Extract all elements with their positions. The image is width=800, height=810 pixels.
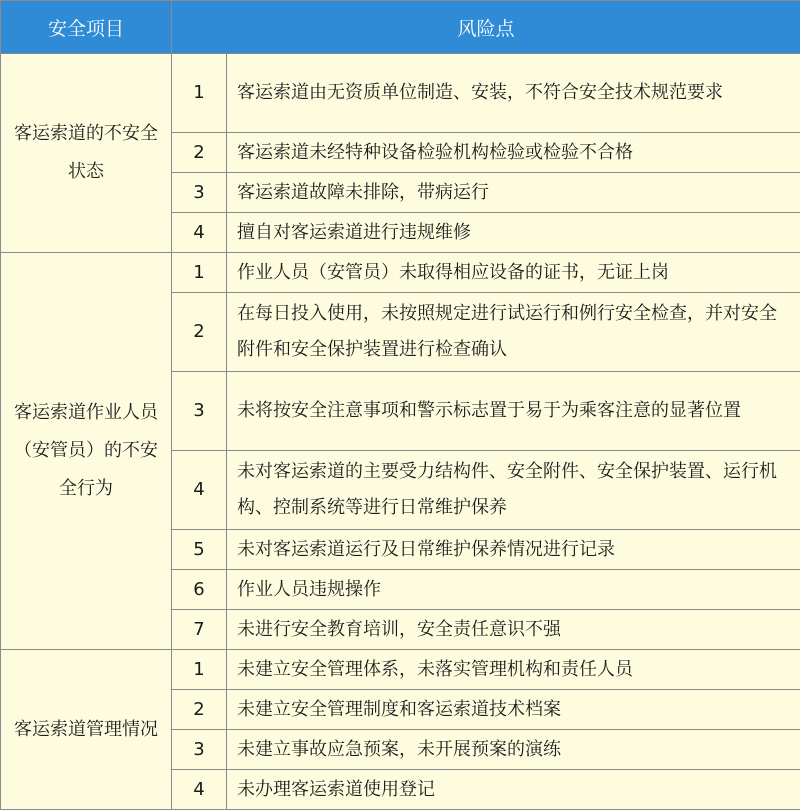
row-number: 4 xyxy=(172,770,227,810)
row-number: 2 xyxy=(172,133,227,173)
table-row xyxy=(1,253,800,293)
risk-text: 作业人员违规操作 xyxy=(227,570,800,610)
row-number: 7 xyxy=(172,610,227,650)
risk-text: 未建立安全管理体系，未落实管理机构和责任人员 xyxy=(227,650,800,690)
risk-text: 作业人员（安管员）未取得相应设备的证书，无证上岗 xyxy=(227,253,800,293)
row-number: 1 xyxy=(172,650,227,690)
table-row xyxy=(1,650,800,690)
risk-text: 未办理客运索道使用登记 xyxy=(227,770,800,810)
row-number: 4 xyxy=(172,451,227,530)
row-number: 4 xyxy=(172,213,227,253)
category-cell: 客运索道的不安全状态 xyxy=(1,54,172,253)
risk-text: 客运索道由无资质单位制造、安装，不符合安全技术规范要求 xyxy=(227,54,800,133)
risk-text: 客运索道未经特种设备检验机构检验或检验不合格 xyxy=(227,133,800,173)
row-number: 3 xyxy=(172,372,227,451)
category-cell: 客运索道管理情况 xyxy=(1,650,172,810)
row-number: 1 xyxy=(172,54,227,133)
risk-text: 未将按安全注意事项和警示标志置于易于为乘客注意的显著位置 xyxy=(227,372,800,451)
row-number: 2 xyxy=(172,690,227,730)
row-number: 6 xyxy=(172,570,227,610)
risk-text: 未进行安全教育培训，安全责任意识不强 xyxy=(227,610,800,650)
row-number: 2 xyxy=(172,293,227,372)
row-number: 3 xyxy=(172,173,227,213)
risk-text: 客运索道故障未排除，带病运行 xyxy=(227,173,800,213)
table-row xyxy=(1,54,800,133)
category-cell: 客运索道作业人员（安管员）的不安全行为 xyxy=(1,253,172,650)
risk-text: 未对客运索道运行及日常维护保养情况进行记录 xyxy=(227,530,800,570)
row-number: 5 xyxy=(172,530,227,570)
header-safety-item: 安全项目 xyxy=(1,1,172,54)
row-number: 3 xyxy=(172,730,227,770)
header-row xyxy=(1,1,800,54)
risk-text: 在每日投入使用，未按照规定进行试运行和例行安全检查，并对安全附件和安全保护装置进行检查确认 xyxy=(227,293,800,372)
risk-text: 未建立安全管理制度和客运索道技术档案 xyxy=(227,690,800,730)
header-risk-point: 风险点 xyxy=(172,1,800,54)
risk-text: 未建立事故应急预案，未开展预案的演练 xyxy=(227,730,800,770)
risk-text: 擅自对客运索道进行违规维修 xyxy=(227,213,800,253)
row-number: 1 xyxy=(172,253,227,293)
risk-text: 未对客运索道的主要受力结构件、安全附件、安全保护装置、运行机构、控制系统等进行日常维护保养 xyxy=(227,451,800,530)
